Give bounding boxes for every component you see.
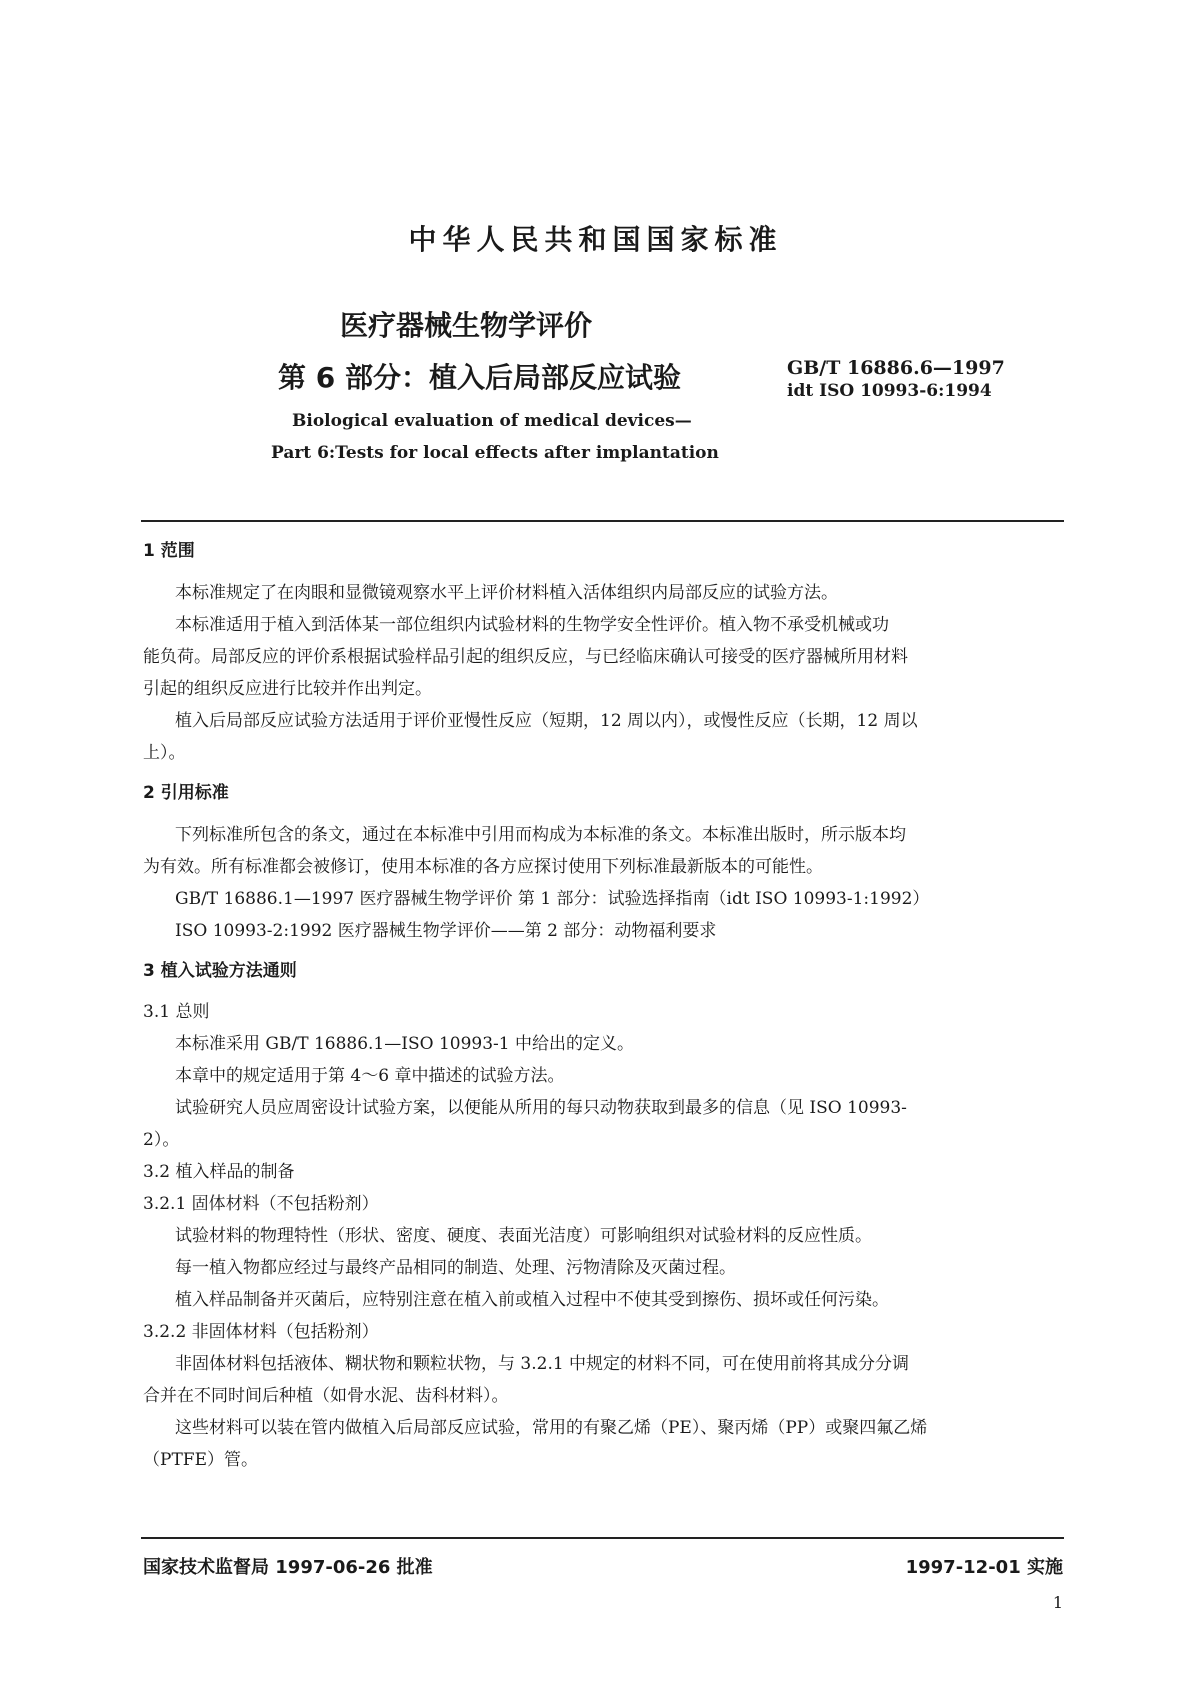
national-standard-title: 中华人民共和国国家标准 [408, 223, 783, 256]
paragraph-line: 引起的组织反应进行比较并作出判定。 [143, 679, 432, 699]
paragraph-line: 植入后局部反应试验方法适用于评价亚慢性反应（短期，12 周以内），或慢性反应（长期，12 周以 [175, 711, 918, 731]
paragraph-line: （PTFE）管。 [143, 1450, 258, 1470]
paragraph-line: 本标准规定了在肉眼和显微镜观察水平上评价材料植入活体组织内局部反应的试验方法。 [175, 583, 838, 603]
paragraph-line: 下列标准所包含的条文，通过在本标准中引用而构成为本标准的条文。本标准出版时，所示版本均 [175, 825, 906, 845]
paragraph-line: 为有效。所有标准都会被修订，使用本标准的各方应探讨使用下列标准最新版本的可能性。 [143, 857, 823, 877]
page-number: 1 [1052, 1593, 1063, 1612]
reference-line: GB/T 16886.1—1997 医疗器械生物学评价 第 1 部分：试验选择指南（idt ISO 10993-1:1992） [175, 889, 930, 909]
paragraph-line: 这些材料可以装在管内做植入后局部反应试验，常用的有聚乙烯（PE）、聚丙烯（PP）或聚四氟乙烯 [175, 1418, 928, 1438]
doc-title-en-line2: Part 6:Tests for local effects after implantation [271, 443, 719, 463]
paragraph-line: 上）。 [143, 743, 186, 763]
paragraph-line: 合并在不同时间后种植（如骨水泥、齿科材料）。 [143, 1386, 509, 1406]
approval-date: 国家技术监督局 1997-06-26 批准 [143, 1557, 433, 1578]
paragraph-line: 本标准适用于植入到活体某一部位组织内试验材料的生物学安全性评价。植入物不承受机械或功 [175, 615, 889, 635]
section-2-heading: 2 引用标准 [143, 783, 229, 803]
paragraph-line: 试验研究人员应周密设计试验方案，以便能从所用的每只动物获取到最多的信息（见 ISO 10993- [175, 1098, 907, 1118]
paragraph-line: 本章中的规定适用于第 4～6 章中描述的试验方法。 [175, 1066, 565, 1086]
subsection-3-1-heading: 3.1 总则 [143, 1002, 210, 1022]
doc-title-en-line1: Biological evaluation of medical devices— [292, 411, 692, 431]
paragraph-line: 每一植入物都应经过与最终产品相同的制造、处理、污物清除及灭菌过程。 [175, 1258, 736, 1278]
subsection-3-2-2-heading: 3.2.2 非固体材料（包括粉剂） [143, 1322, 379, 1342]
reference-line: ISO 10993-2:1992 医疗器械生物学评价——第 2 部分：动物福利要求 [175, 921, 717, 941]
standard-code: GB/T 16886.6—1997 [787, 357, 1005, 379]
header-divider [141, 520, 1064, 522]
section-3-heading: 3 植入试验方法通则 [143, 961, 297, 981]
standard-idt: idt ISO 10993-6:1994 [787, 381, 992, 401]
paragraph-line: 植入样品制备并灭菌后，应特别注意在植入前或植入过程中不使其受到擦伤、损坏或任何污染。 [175, 1290, 889, 1310]
paragraph-line: 非固体材料包括液体、糊状物和颗粒状物，与 3.2.1 中规定的材料不同，可在使用前将其成分分调 [175, 1354, 910, 1374]
paragraph-line: 试验材料的物理特性（形状、密度、硬度、表面光洁度）可影响组织对试验材料的反应性质。 [175, 1226, 872, 1246]
section-1-heading: 1 范围 [143, 541, 195, 561]
subsection-3-2-1-heading: 3.2.1 固体材料（不包括粉剂） [143, 1194, 379, 1214]
subsection-3-2-heading: 3.2 植入样品的制备 [143, 1162, 295, 1182]
effective-date: 1997-12-01 实施 [905, 1557, 1063, 1578]
paragraph-line: 2）。 [143, 1130, 180, 1150]
paragraph-line: 能负荷。局部反应的评价系根据试验样品引起的组织反应，与已经临床确认可接受的医疗器械所用材料 [143, 647, 908, 667]
footer-divider [141, 1537, 1064, 1539]
doc-title-cn-line2: 第 6 部分：植入后局部反应试验 [278, 361, 681, 394]
paragraph-line: 本标准采用 GB/T 16886.1—ISO 10993-1 中给出的定义。 [175, 1034, 634, 1054]
doc-title-cn-line1: 医疗器械生物学评价 [340, 309, 593, 342]
